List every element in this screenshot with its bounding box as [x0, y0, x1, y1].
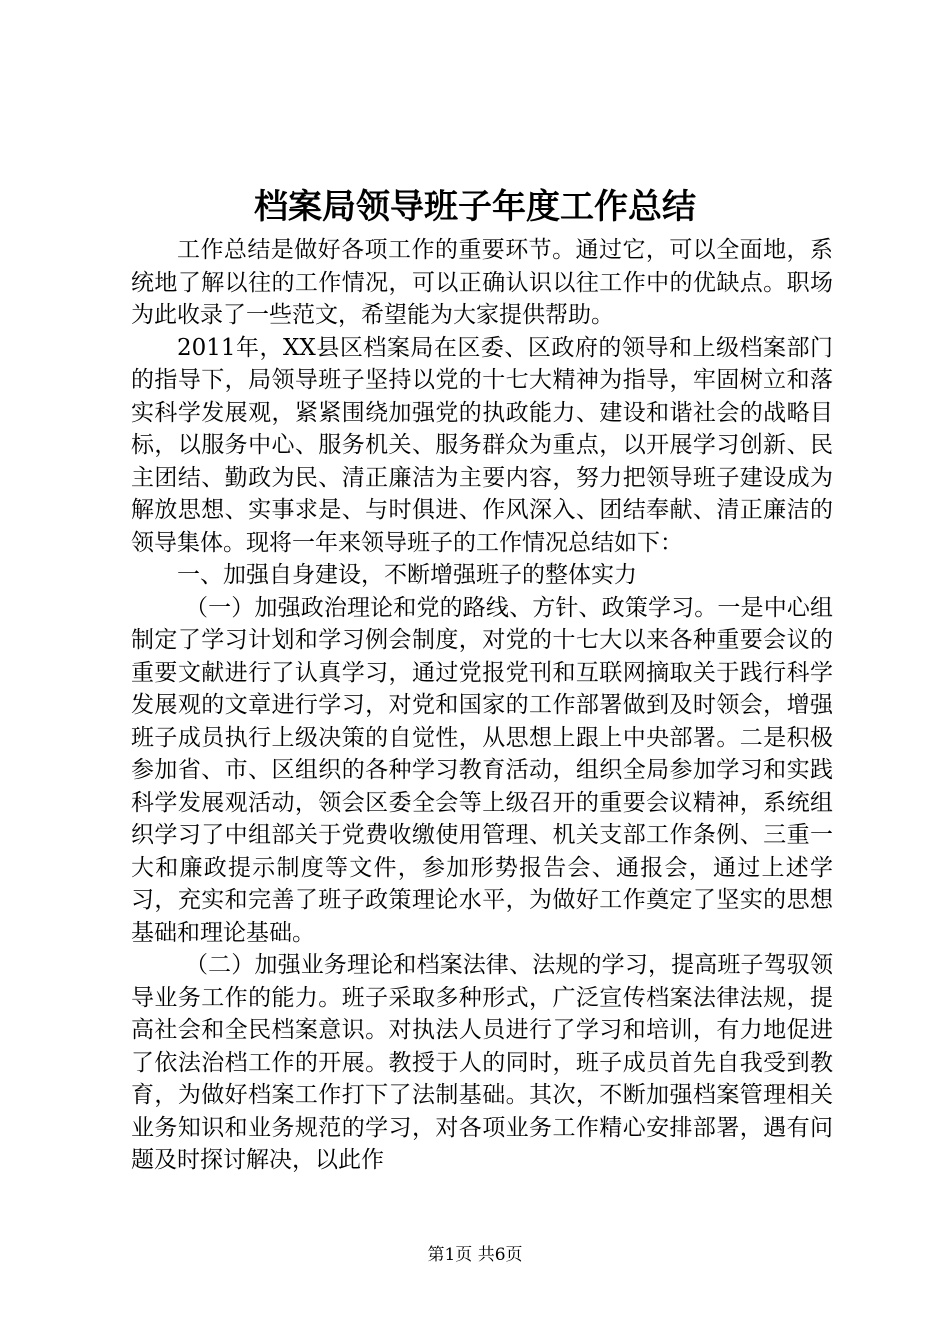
paragraph-intro: 工作总结是做好各项工作的重要环节。通过它，可以全面地，系统地了解以往的工作情况，可以正确认识以往工作中的优缺点。职场为此收录了一些范文，希望能为大家提供帮助。: [131, 237, 833, 328]
paragraph-subsection-1: （一）加强政治理论和党的路线、方针、政策学习。一是中心组制定了学习计划和学习例会制度，对党的十七大以来各种重要会议的重要文献进行了认真学习，通过党报党刊和互联网摘取关于践行科学发展观的文章进行学习，对党和国家的工作部署做到及时领会，增强班子成员执行上级决策的自觉性，从思想上跟上中央部署。二是积极参加省、市、区组织的各种学习教育活动，组织全局参加学习和实践科学发展观活动，领会区委全会等上级召开的重要会议精神，系统组织学习了中组部关于党费收缴使用管理、机关支部工作条例、三重一大和廉政提示制度等文件，参加形势报告会、通报会，通过上述学习，充实和完善了班子政策理论水平，为做好工作奠定了坚实的思想基础和理论基础。: [131, 594, 833, 946]
paragraph-overview: 2011年，XX县区档案局在区委、区政府的领导和上级档案部门的指导下，局领导班子坚持以党的十七大精神为指导，牢固树立和落实科学发展观，紧紧围绕加强党的执政能力、建设和谐社会的战略目标，以服务中心、服务机关、服务群众为重点，以开展学习创新、民主团结、勤政为民、清正廉洁为主要内容，努力把领导班子建设成为解放思想、实事求是、与时俱进、作风深入、团结奉献、清正廉洁的领导集体。现将一年来领导班子的工作情况总结如下：: [131, 334, 833, 556]
document-body: [131, 234, 833, 1177]
page-number-footer: 第1页 共6页: [427, 1245, 523, 1265]
page-title: 档案局领导班子年度工作总结: [254, 187, 696, 227]
paragraph-subsection-2: （二）加强业务理论和档案法律、法规的学习，提高班子驾驭领导业务工作的能力。班子采取多种形式，广泛宣传档案法律法规，提高社会和全民档案意识。对执法人员进行了学习和培训，有力地促进了依法治档工作的开展。教授于人的同时，班子成员首先自我受到教育，为做好档案工作打下了法制基础。其次，不断加强档案管理相关业务知识和业务规范的学习，对各项业务工作精心安排部署，遇有问题及时探讨解决，以此作: [131, 952, 833, 1173]
section-heading-1: 一、加强自身建设，不断增强班子的整体实力: [177, 562, 637, 588]
